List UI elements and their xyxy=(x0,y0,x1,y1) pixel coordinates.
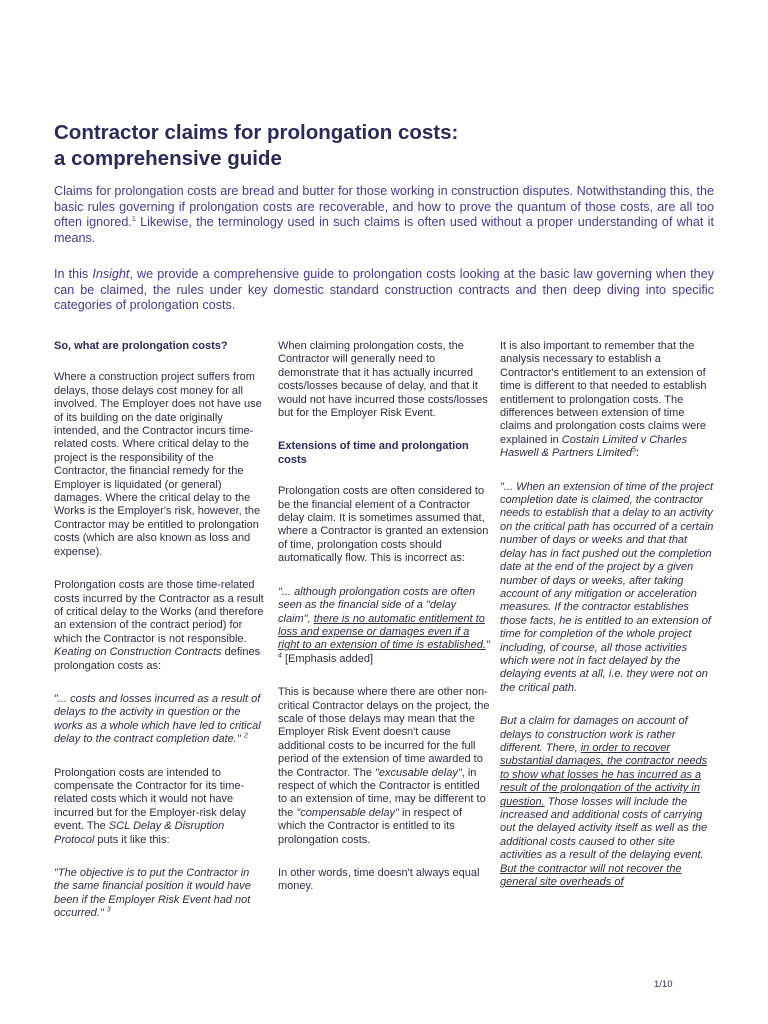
quote-underlined: in order to recover substantial damages, the contractor needs to show what losses he has incurred as a result of the prolongation of the activity in question. xyxy=(500,741,708,808)
intro-emphasis: Insight xyxy=(92,267,130,281)
intro-text: Claims for prolongation costs are bread and butter for those working in construction disputes. Notwithstanding this, the basic rules governing if prolongation costs are recoverable, and how to prove the quantum of those costs, are all too often ignored. xyxy=(54,184,714,230)
text-run: in respect of which the Contractor is entitled to its prolongation costs. xyxy=(278,806,462,846)
case-name: Costain Limited v Charles Haswell & Partners Limited xyxy=(500,433,688,460)
quote-paragraph: "... When an extension of time of the project completion date is claimed, the contractor needs to establish that a delay to an activity on the critical path has occurred of a certain number of days or weeks and that that delay has in fact pushed out the completion date at the end of the project by a given number of days or weeks, after taking account of any mitigation or acceleration measures. If the contractor establishes those facts, he is entitled to an extension of time for completion of the whole project including, of course, all those activities which were not in fact delayed by the delaying events at all, i.e. they were not on the critical path. xyxy=(500,480,714,694)
intro-paragraph-1 xyxy=(54,184,714,246)
intro-text: Likewise, the terminology used in such claims is often used without a proper understanding of what it means. xyxy=(54,215,714,245)
footnote-ref: 4 xyxy=(278,652,282,660)
footnote-ref: 5 xyxy=(632,446,636,454)
page-title xyxy=(54,120,714,172)
footnote-ref: 2 xyxy=(243,732,248,740)
intro-text: , we provide a comprehensive guide to prolongation costs looking at the basic law governing when they can be claimed, the rules under key domestic standard construction contracts and then deep diving into specific categories of prolongation costs. xyxy=(54,267,714,313)
footnote-ref: 3 xyxy=(106,906,111,914)
quote-paragraph xyxy=(278,586,490,666)
page-number: 1/10 xyxy=(654,979,673,990)
term: "compensable delay" xyxy=(296,806,399,819)
text-run: : xyxy=(635,447,640,460)
text-run: defines prolongation costs as: xyxy=(54,646,261,672)
title-line-1: Contractor claims for prolongation costs: xyxy=(54,121,459,144)
emphasis-note: [Emphasis added] xyxy=(284,652,374,665)
text-run: Prolongation costs are intended to compensate the Contractor for its time-related costs which it would not have incurred but for the Employer-risk delay event. The xyxy=(54,766,246,833)
quote-text: "... although prolongation costs are often seen as the financial side of a "delay claim", xyxy=(278,585,476,625)
citation-title: SCL Delay & Disruption Protocol xyxy=(54,820,225,846)
body-paragraph xyxy=(278,686,490,847)
quote-paragraph xyxy=(500,715,714,889)
section-heading: Extensions of time and prolongation costs xyxy=(278,440,469,466)
citation-title: Keating on Construction Contracts xyxy=(54,646,222,659)
quote-text: Those losses will include the increased and additional costs of carrying out the delayed activity itself as well as the additional costs caused to other site activities as a result of the delaying event. xyxy=(500,795,708,862)
quote-text: "... costs and losses incurred as a result of delays to the activity in question or the works as a whole which have led to critical delay to the contract completion date." xyxy=(54,692,261,746)
quote-text: "The objective is to put the Contractor in the same financial position it would have been if the Employer Risk Event had not occurred." xyxy=(54,867,251,920)
quote-text: " xyxy=(485,639,490,652)
body-paragraph xyxy=(54,579,266,673)
body-paragraph: Where a construction project suffers from delays, those delays cost money for all involved. The Employer does not have use of its building on the date originally intended, and the Contractor incurs time-related costs. Where critical delay to the project is the responsibility of the Contractor, the financial remedy for the Employer is liquidated (or general) damages. Where the critical delay to the Works is the Employer's risk, however, the Contractor may be entitled to prolongation costs (which are also known as loss and expense). xyxy=(54,371,262,558)
body-paragraph xyxy=(500,340,714,461)
body-paragraph xyxy=(54,767,266,847)
text-run: Prolongation costs are those time-related costs incurred by the Contractor as a result of critical delay to the Works (and therefore an extension of the contract period) for which the Contractor is not responsible. xyxy=(54,579,264,645)
quote-underlined: there is no automatic entitlement to loss and expense or damages even if a right to an extension of time is established. xyxy=(278,612,486,652)
column-3 xyxy=(500,340,714,909)
title-line-2: a comprehensive guide xyxy=(54,147,282,170)
text-run: puts it like this: xyxy=(94,833,170,846)
text-run: This is because where there are other non-critical Contractor delays on the project, the scale of those delays may mean that the Employer Risk Event doesn't cause additional costs to be incurred for the full period of the extension of time awarded to the Contractor. The xyxy=(278,686,490,779)
quote-paragraph xyxy=(54,867,266,921)
body-paragraph: Prolongation costs are often considered to be the financial element of a Contractor delay claim. It is sometimes assumed that, where a Contractor is granted an extension of time, prolongation costs should automatically flow. This is incorrect as: xyxy=(278,485,489,565)
body-paragraph: In other words, time doesn't always equal money. xyxy=(278,867,480,893)
text-run: It is also important to remember that the analysis necessary to establish a Contractor's entitlement to an extension of time is different to that needed to establish entitlement to prolongation costs. The differences between extension of time claims and prolongation costs claims were explained in xyxy=(500,340,707,446)
column-2 xyxy=(278,340,490,914)
intro-paragraph-2 xyxy=(54,267,714,314)
term: "excusable delay" xyxy=(375,766,462,779)
text-run: , in respect of which the Contractor is entitled to an extension of time, may be different to the xyxy=(278,766,486,819)
quote-text: But a claim for damages on account of delays to construction work is rather different. There, xyxy=(500,715,688,754)
body-paragraph: When claiming prolongation costs, the Contractor will generally need to demonstrate that it has actually incurred costs/losses because of delay, and that it would not have incurred those costs/losses but for the Employer Risk Event. xyxy=(278,340,488,420)
quote-underlined: But the contractor will not recover the general site overheads of xyxy=(500,862,682,889)
column-1 xyxy=(54,340,266,941)
intro-text: In this xyxy=(54,267,93,281)
quote-paragraph xyxy=(54,693,266,747)
footnote-ref: 1 xyxy=(131,216,136,223)
section-heading: So, what are prolongation costs? xyxy=(54,340,228,352)
